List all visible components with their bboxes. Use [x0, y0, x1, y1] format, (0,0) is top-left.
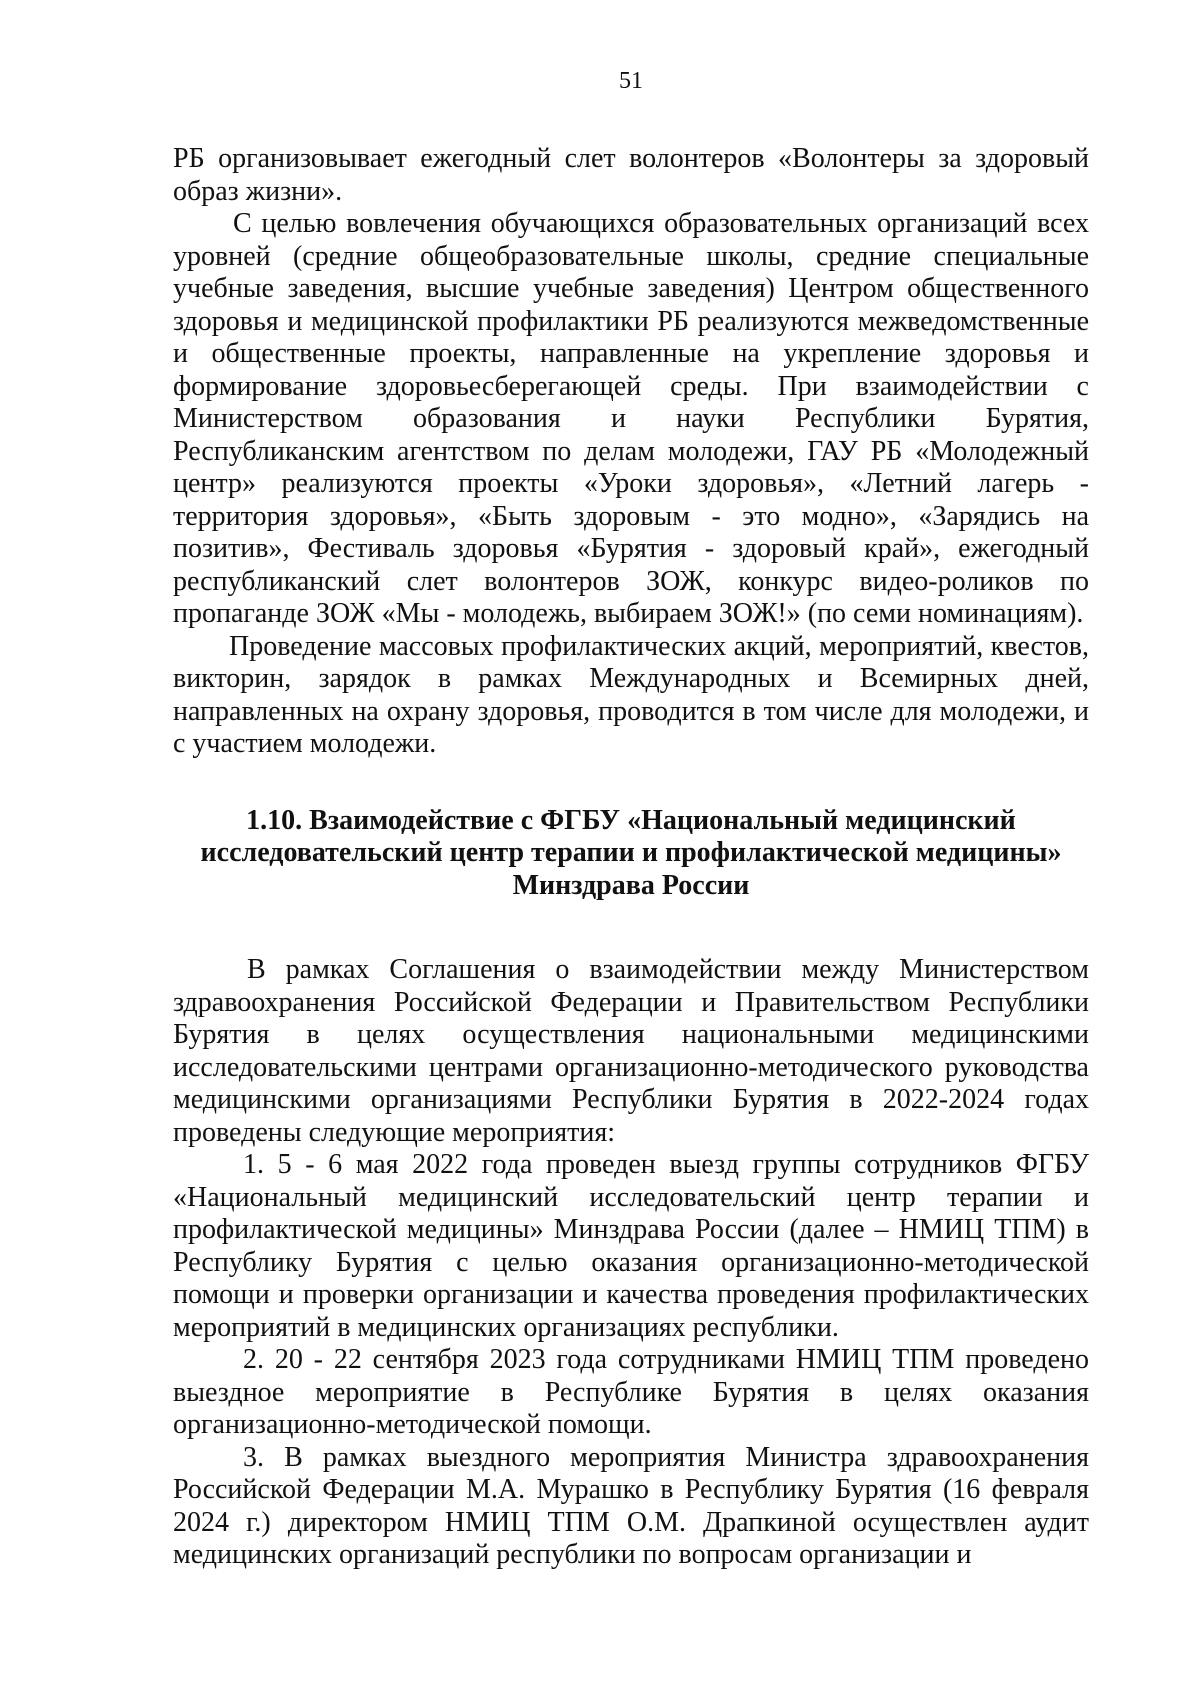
- page-number: 51: [619, 68, 643, 94]
- paragraph-item-2: 2. 20 - 22 сентября 2023 года сотрудниками НМИЦ ТПМ проведено выездное мероприятие в Республике Бурятия в целях оказания организационно-методической помощи.: [173, 1344, 1089, 1440]
- section-heading: 1.10. Взаимодействие с ФГБУ «Национальный медицинский исследовательский центр терапии и профилактической медицины» Минздрава России: [200, 804, 1062, 901]
- paragraph-agreement: В рамках Соглашения о взаимодействии между Министерством здравоохранения Российской Федерации и Правительством Республики Бурятия в целях осуществления национальными медицинскими исследовательскими центрами организационно-методического руководства медицинскими организациями Республики Бурятия в 2022-2024 годах проведены следующие мероприятия:: [173, 954, 1089, 1148]
- paragraph-mass-events: Проведение массовых профилактических акций, мероприятий, квестов, викторин, зарядок в рамках Международных и Всемирных дней, направленных на охрану здоровья, проводится в том числе для молодежи, и с участием молодежи.: [173, 630, 1089, 759]
- document-body: [173, 143, 1089, 1572]
- paragraph-volunteers-rally: РБ организовывает ежегодный слет волонтеров «Волонтеры за здоровый образ жизни».: [173, 143, 1089, 207]
- paragraph-intersectoral-projects: С целью вовлечения обучающихся образовательных организаций всех уровней (средние общеобразовательные школы, средние специальные учебные заведения, высшие учебные заведения) Центром общественного здоровья и медицинской профилактики РБ реализуются межведомственные и общественные проекты, направленные на укрепление здоровья и формирование здоровьесберегающей среды. При взаимодействии с Министерством образования и науки Республики Бурятия, Республиканским агентством по делам молодежи, ГАУ РБ «Молодежный центр» реализуются проекты «Уроки здоровья», «Летний лагерь - территория здоровья», «Быть здоровым - это модно», «Зарядись на позитив», Фестиваль здоровья «Бурятия - здоровый край», ежегодный республиканский слет волонтеров ЗОЖ, конкурс видео-роликов по пропаганде ЗОЖ «Мы - молодежь, выбираем ЗОЖ!» (по семи номинациям).: [173, 208, 1089, 629]
- paragraph-item-1: 1. 5 - 6 мая 2022 года проведен выезд группы сотрудников ФГБУ «Национальный медицинский исследовательский центр терапии и профилактической медицины» Минздрава России (далее – НМИЦ ТПМ) в Республику Бурятия с целью оказания организационно-методической помощи и проверки организации и качества проведения профилактических мероприятий в медицинских организациях республики.: [173, 1149, 1089, 1343]
- paragraph-item-3: 3. В рамках выездного мероприятия Министра здравоохранения Российской Федерации М.А. Мурашко в Республику Бурятия (16 февраля 2024 г.) директором НМИЦ ТПМ О.М. Драпкиной осуществлен аудит медицинских организаций республики по вопросам организации и: [173, 1441, 1089, 1570]
